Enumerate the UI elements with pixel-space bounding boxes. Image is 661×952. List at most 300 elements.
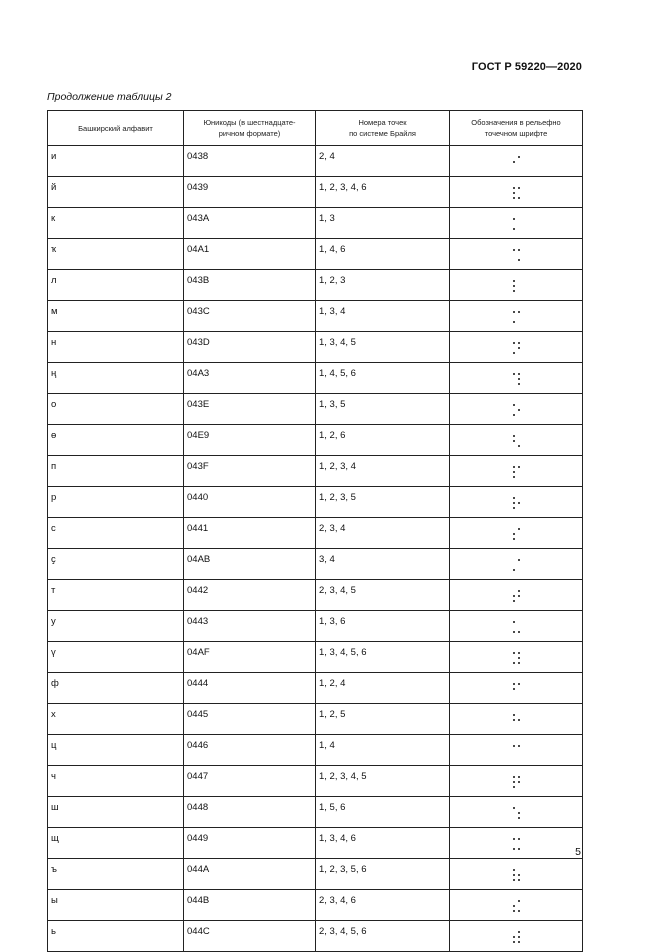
braille-dot-4 [518, 404, 520, 406]
cell-letter: ү [48, 642, 184, 673]
braille-dot-1 [513, 311, 515, 313]
braille-dot-4 [518, 497, 520, 499]
cell-dot-numbers: 1, 2, 3, 4, 5 [316, 766, 450, 797]
braille-dot-6 [518, 414, 520, 416]
braille-dot-6 [518, 941, 520, 943]
cell-braille-symbol [450, 735, 583, 766]
cell-dot-numbers: 1, 2, 3, 4 [316, 456, 450, 487]
braille-dot-2 [513, 657, 515, 659]
table-row [48, 704, 583, 735]
braille-symbol [512, 341, 521, 356]
braille-dot-1 [513, 900, 515, 902]
cell-letter: л [48, 270, 184, 301]
cell-letter: и [48, 146, 184, 177]
braille-dot-2 [513, 409, 515, 411]
braille-dot-4 [518, 931, 520, 933]
braille-dot-3 [513, 569, 515, 571]
cell-dot-numbers: 1, 3, 4, 6 [316, 828, 450, 859]
braille-symbol [512, 186, 521, 201]
braille-symbol [512, 434, 521, 449]
table-body [48, 146, 583, 952]
cell-braille-symbol [450, 394, 583, 425]
braille-symbol [512, 248, 521, 263]
cell-unicode: 0448 [184, 797, 316, 828]
braille-dot-2 [513, 192, 515, 194]
braille-dot-2 [513, 254, 515, 256]
cell-braille-symbol [450, 642, 583, 673]
braille-dot-4 [518, 528, 520, 530]
table-row [48, 425, 583, 456]
braille-dot-6 [518, 197, 520, 199]
braille-dot-1 [513, 652, 515, 654]
cell-dot-numbers: 1, 3, 6 [316, 611, 450, 642]
braille-dot-1 [513, 435, 515, 437]
cell-unicode: 04A1 [184, 239, 316, 270]
cell-letter: ф [48, 673, 184, 704]
braille-dot-4 [518, 187, 520, 189]
braille-dot-5 [518, 719, 520, 721]
braille-dot-6 [518, 910, 520, 912]
cell-dot-numbers: 2, 4 [316, 146, 450, 177]
cell-unicode: 04AB [184, 549, 316, 580]
braille-dot-5 [518, 843, 520, 845]
cell-dot-numbers: 1, 2, 3 [316, 270, 450, 301]
braille-dot-1 [513, 714, 515, 716]
cell-dot-numbers: 2, 3, 4 [316, 518, 450, 549]
braille-dot-1 [513, 280, 515, 282]
braille-symbol [512, 310, 521, 325]
braille-dot-2 [513, 812, 515, 814]
braille-symbol [512, 651, 521, 666]
cell-unicode: 0447 [184, 766, 316, 797]
table-row [48, 890, 583, 921]
braille-dot-2 [513, 843, 515, 845]
braille-dot-4 [518, 683, 520, 685]
braille-dot-1 [513, 590, 515, 592]
braille-dot-3 [513, 941, 515, 943]
braille-dot-4 [518, 218, 520, 220]
braille-dot-4 [518, 869, 520, 871]
braille-dot-5 [518, 409, 520, 411]
cell-braille-symbol [450, 363, 583, 394]
cell-letter: й [48, 177, 184, 208]
cell-unicode: 0449 [184, 828, 316, 859]
table-row [48, 921, 583, 952]
braille-dot-6 [518, 631, 520, 633]
braille-dot-6 [518, 507, 520, 509]
braille-symbol [512, 620, 521, 635]
table-row [48, 828, 583, 859]
braille-dot-1 [513, 156, 515, 158]
cell-braille-symbol [450, 425, 583, 456]
braille-dot-5 [518, 254, 520, 256]
braille-dot-1 [513, 497, 515, 499]
table-row [48, 642, 583, 673]
braille-dot-1 [513, 559, 515, 561]
cell-unicode: 04A3 [184, 363, 316, 394]
braille-symbol [512, 868, 521, 883]
braille-dot-2 [513, 595, 515, 597]
column-header-alphabet: Башкирский алфавит [48, 111, 184, 146]
cell-dot-numbers: 1, 5, 6 [316, 797, 450, 828]
cell-braille-symbol [450, 673, 583, 704]
braille-symbol [512, 372, 521, 387]
braille-dot-1 [513, 838, 515, 840]
braille-dot-2 [513, 750, 515, 752]
cell-letter: х [48, 704, 184, 735]
braille-dot-4 [518, 435, 520, 437]
cell-unicode: 0438 [184, 146, 316, 177]
cell-letter: к [48, 208, 184, 239]
braille-symbol [512, 837, 521, 852]
braille-dot-4 [518, 156, 520, 158]
cell-braille-symbol [450, 332, 583, 363]
cell-braille-symbol [450, 611, 583, 642]
braille-dot-3 [513, 476, 515, 478]
braille-dot-3 [513, 662, 515, 664]
braille-dot-5 [518, 378, 520, 380]
cell-braille-symbol [450, 766, 583, 797]
cell-letter: п [48, 456, 184, 487]
table-row [48, 549, 583, 580]
braille-dot-2 [513, 936, 515, 938]
braille-dot-2 [513, 781, 515, 783]
cell-letter: ш [48, 797, 184, 828]
braille-dot-2 [513, 533, 515, 535]
braille-dot-5 [518, 750, 520, 752]
cell-letter: н [48, 332, 184, 363]
braille-dot-5 [518, 812, 520, 814]
braille-dot-5 [518, 440, 520, 442]
braille-dot-3 [513, 693, 515, 695]
braille-dot-5 [518, 936, 520, 938]
braille-dot-5 [518, 347, 520, 349]
braille-dot-4 [518, 373, 520, 375]
table-row [48, 797, 583, 828]
table-row [48, 270, 583, 301]
cell-dot-numbers: 1, 3, 5 [316, 394, 450, 425]
braille-dot-3 [513, 228, 515, 230]
cell-unicode: 044A [184, 859, 316, 890]
table-row [48, 332, 583, 363]
braille-dot-4 [518, 342, 520, 344]
table-row [48, 456, 583, 487]
braille-dot-4 [518, 900, 520, 902]
braille-dot-4 [518, 311, 520, 313]
braille-dot-2 [513, 905, 515, 907]
braille-dot-6 [518, 848, 520, 850]
column-header-braille-cell: Обозначения в рельефно точечном шрифте [450, 111, 583, 146]
cell-dot-numbers: 1, 3, 4, 5 [316, 332, 450, 363]
table-row [48, 859, 583, 890]
cell-letter: ө [48, 425, 184, 456]
table-row [48, 177, 583, 208]
braille-dot-5 [518, 533, 520, 535]
braille-dot-3 [513, 352, 515, 354]
cell-unicode: 0440 [184, 487, 316, 518]
braille-dot-6 [518, 259, 520, 261]
cell-braille-symbol [450, 518, 583, 549]
cell-braille-symbol [450, 146, 583, 177]
braille-dot-5 [518, 874, 520, 876]
cell-letter: щ [48, 828, 184, 859]
braille-symbol [512, 713, 521, 728]
document-code: ГОСТ Р 59220—2020 [471, 61, 582, 73]
braille-dot-1 [513, 869, 515, 871]
cell-unicode: 043F [184, 456, 316, 487]
braille-dot-6 [518, 724, 520, 726]
cell-dot-numbers: 2, 3, 4, 5, 6 [316, 921, 450, 952]
braille-dot-4 [518, 776, 520, 778]
braille-dot-6 [518, 693, 520, 695]
braille-dot-1 [513, 931, 515, 933]
cell-dot-numbers: 2, 3, 4, 5 [316, 580, 450, 611]
cell-dot-numbers: 1, 2, 4 [316, 673, 450, 704]
braille-dot-5 [518, 502, 520, 504]
braille-dot-6 [518, 383, 520, 385]
cell-letter: ҫ [48, 549, 184, 580]
cell-dot-numbers: 1, 2, 3, 4, 6 [316, 177, 450, 208]
cell-unicode: 0445 [184, 704, 316, 735]
cell-dot-numbers: 1, 2, 3, 5 [316, 487, 450, 518]
braille-dot-4 [518, 249, 520, 251]
cell-dot-numbers: 1, 3, 4 [316, 301, 450, 332]
cell-unicode: 04AF [184, 642, 316, 673]
braille-symbol [512, 558, 521, 573]
cell-dot-numbers: 1, 3, 4, 5, 6 [316, 642, 450, 673]
table-row [48, 208, 583, 239]
cell-braille-symbol [450, 270, 583, 301]
cell-braille-symbol [450, 921, 583, 952]
braille-dot-6 [518, 879, 520, 881]
cell-unicode: 044C [184, 921, 316, 952]
cell-dot-numbers: 1, 2, 5 [316, 704, 450, 735]
braille-dot-4 [518, 838, 520, 840]
cell-letter: р [48, 487, 184, 518]
braille-dot-2 [513, 471, 515, 473]
cell-braille-symbol [450, 208, 583, 239]
table-row [48, 239, 583, 270]
cell-braille-symbol [450, 580, 583, 611]
cell-unicode: 0443 [184, 611, 316, 642]
braille-dot-3 [513, 910, 515, 912]
braille-dot-1 [513, 373, 515, 375]
braille-symbol [512, 217, 521, 232]
table-row [48, 487, 583, 518]
cell-dot-numbers: 1, 4, 5, 6 [316, 363, 450, 394]
cell-letter: м [48, 301, 184, 332]
table-row [48, 394, 583, 425]
braille-dot-4 [518, 652, 520, 654]
braille-dot-1 [513, 404, 515, 406]
braille-dot-1 [513, 466, 515, 468]
braille-dot-3 [513, 259, 515, 261]
cell-unicode: 043A [184, 208, 316, 239]
braille-dot-5 [518, 626, 520, 628]
cell-dot-numbers: 1, 4 [316, 735, 450, 766]
braille-dot-6 [518, 786, 520, 788]
braille-dot-1 [513, 342, 515, 344]
braille-dot-4 [518, 714, 520, 716]
cell-braille-symbol [450, 859, 583, 890]
cell-braille-symbol [450, 797, 583, 828]
braille-dot-2 [513, 378, 515, 380]
braille-dot-2 [513, 564, 515, 566]
braille-dot-5 [518, 905, 520, 907]
braille-dot-1 [513, 528, 515, 530]
braille-dot-2 [513, 626, 515, 628]
braille-dot-1 [513, 776, 515, 778]
braille-dot-5 [518, 192, 520, 194]
braille-dot-6 [518, 817, 520, 819]
braille-dot-3 [513, 538, 515, 540]
braille-symbol [512, 465, 521, 480]
braille-dot-3 [513, 817, 515, 819]
cell-unicode: 04E9 [184, 425, 316, 456]
braille-dot-3 [513, 290, 515, 292]
cell-letter: ч [48, 766, 184, 797]
cell-unicode: 0444 [184, 673, 316, 704]
braille-symbol [512, 806, 521, 821]
braille-dot-1 [513, 187, 515, 189]
braille-dot-1 [513, 683, 515, 685]
cell-letter: ң [48, 363, 184, 394]
cell-braille-symbol [450, 704, 583, 735]
cell-braille-symbol [450, 239, 583, 270]
braille-dot-2 [513, 874, 515, 876]
braille-dot-4 [518, 621, 520, 623]
braille-dot-6 [518, 662, 520, 664]
cell-braille-symbol [450, 456, 583, 487]
braille-dot-5 [518, 688, 520, 690]
cell-unicode: 043B [184, 270, 316, 301]
braille-dot-5 [518, 161, 520, 163]
cell-letter: т [48, 580, 184, 611]
braille-dot-3 [513, 197, 515, 199]
braille-dot-3 [513, 445, 515, 447]
table-caption: Продолжение таблицы 2 [47, 91, 172, 103]
braille-dot-2 [513, 688, 515, 690]
braille-dot-3 [513, 631, 515, 633]
cell-letter: ы [48, 890, 184, 921]
cell-letter: у [48, 611, 184, 642]
table-row [48, 518, 583, 549]
cell-dot-numbers: 1, 2, 3, 5, 6 [316, 859, 450, 890]
braille-dot-6 [518, 476, 520, 478]
cell-braille-symbol [450, 487, 583, 518]
cell-braille-symbol [450, 301, 583, 332]
table-row [48, 611, 583, 642]
braille-dot-2 [513, 285, 515, 287]
braille-dot-3 [513, 848, 515, 850]
braille-dot-2 [513, 223, 515, 225]
braille-dot-1 [513, 621, 515, 623]
column-header-dot-numbers: Номера точек по системе Брайля [316, 111, 450, 146]
cell-unicode: 044B [184, 890, 316, 921]
braille-dot-6 [518, 166, 520, 168]
braille-symbol [512, 775, 521, 790]
cell-dot-numbers: 1, 2, 6 [316, 425, 450, 456]
column-header-unicode: Юникоды (в шестнадцате- ричном формате) [184, 111, 316, 146]
braille-dot-4 [518, 280, 520, 282]
cell-dot-numbers: 1, 4, 6 [316, 239, 450, 270]
braille-symbol [512, 496, 521, 511]
braille-dot-2 [513, 316, 515, 318]
braille-dot-6 [518, 290, 520, 292]
braille-dot-3 [513, 724, 515, 726]
braille-dot-6 [518, 228, 520, 230]
braille-table [47, 110, 583, 952]
cell-letter: ь [48, 921, 184, 952]
braille-dot-3 [513, 414, 515, 416]
page-number: 5 [575, 846, 581, 858]
cell-unicode: 043C [184, 301, 316, 332]
braille-dot-1 [513, 807, 515, 809]
braille-dot-5 [518, 223, 520, 225]
cell-letter: ҡ [48, 239, 184, 270]
braille-symbol [512, 403, 521, 418]
braille-dot-5 [518, 285, 520, 287]
braille-symbol [512, 589, 521, 604]
table-header-row [48, 111, 583, 146]
braille-dot-3 [513, 600, 515, 602]
cell-dot-numbers: 2, 3, 4, 6 [316, 890, 450, 921]
braille-dot-6 [518, 569, 520, 571]
braille-dot-5 [518, 595, 520, 597]
cell-unicode: 0441 [184, 518, 316, 549]
braille-dot-1 [513, 218, 515, 220]
table-row [48, 146, 583, 177]
cell-dot-numbers: 3, 4 [316, 549, 450, 580]
cell-dot-numbers: 1, 3 [316, 208, 450, 239]
braille-dot-5 [518, 316, 520, 318]
cell-unicode: 0442 [184, 580, 316, 611]
cell-braille-symbol [450, 890, 583, 921]
braille-dot-4 [518, 466, 520, 468]
braille-symbol [512, 279, 521, 294]
braille-dot-1 [513, 249, 515, 251]
braille-dot-3 [513, 383, 515, 385]
braille-dot-2 [513, 502, 515, 504]
braille-dot-3 [513, 879, 515, 881]
table-row [48, 301, 583, 332]
braille-symbol [512, 744, 521, 759]
table-row [48, 735, 583, 766]
braille-dot-2 [513, 440, 515, 442]
cell-letter: о [48, 394, 184, 425]
braille-dot-4 [518, 745, 520, 747]
cell-unicode: 043D [184, 332, 316, 363]
braille-dot-2 [513, 719, 515, 721]
cell-braille-symbol [450, 828, 583, 859]
braille-dot-2 [513, 347, 515, 349]
braille-dot-6 [518, 600, 520, 602]
cell-unicode: 0446 [184, 735, 316, 766]
braille-dot-6 [518, 538, 520, 540]
table-row [48, 673, 583, 704]
braille-dot-3 [513, 321, 515, 323]
table-row [48, 580, 583, 611]
braille-dot-3 [513, 507, 515, 509]
braille-dot-6 [518, 321, 520, 323]
cell-braille-symbol [450, 549, 583, 580]
braille-dot-6 [518, 445, 520, 447]
braille-dot-3 [513, 166, 515, 168]
braille-dot-5 [518, 657, 520, 659]
table-row [48, 766, 583, 797]
braille-dot-5 [518, 781, 520, 783]
braille-dot-3 [513, 755, 515, 757]
